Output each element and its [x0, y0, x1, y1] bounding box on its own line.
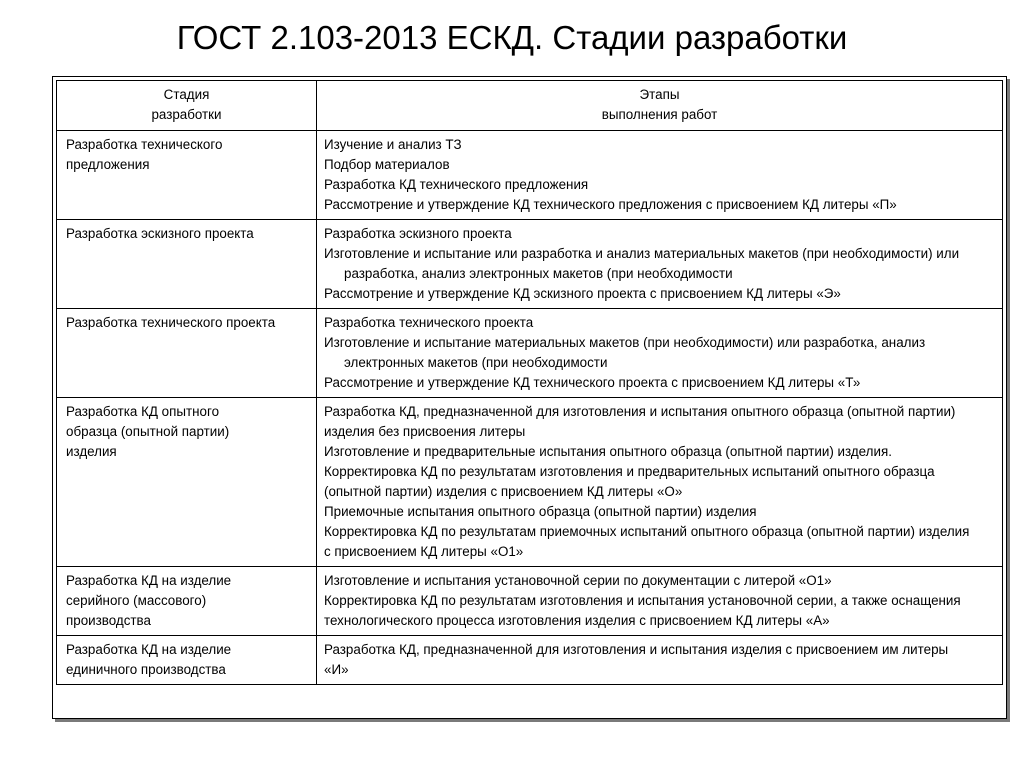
table-row [57, 567, 1003, 636]
step-item: Разработка эскизного проекта [324, 226, 512, 241]
step-item: Рассмотрение и утверждение КД эскизного проекта с присвоением КД литеры «Э» [324, 286, 841, 301]
step-item: Рассмотрение и утверждение КД технического предложения с присвоением КД литеры «П» [324, 197, 897, 212]
header-stage-line1: Стадия [163, 87, 210, 102]
step-item: Разработка КД технического предложения [324, 177, 589, 192]
stage-cell: Разработка технического предложения [57, 131, 317, 220]
steps-cell [317, 220, 1003, 309]
step-item: Разработка технического проекта [324, 315, 534, 330]
step-item: Корректировка КД по результатам изготовления и предварительных испытаний опытного образца (опытной партии) изделия с присвоением КД литеры «О» [324, 464, 935, 499]
steps-cell [317, 567, 1003, 636]
steps-cell [317, 636, 1003, 685]
step-item: Корректировка КД по результатам изготовления и испытания установочной серии, а также оснащения технологического процесса изготовления изделия с присвоением КД литеры «А» [324, 593, 961, 628]
table-row [57, 398, 1003, 567]
stages-table [56, 80, 1003, 685]
step-item: Разработка КД, предназначенной для изготовления и испытания опытного образца (опытной партии) изделия без присвоения литеры [324, 404, 956, 439]
stage-cell: Разработка КД на изделие серийного (массового) производства [57, 567, 317, 636]
table-row [57, 636, 1003, 685]
steps-cell [317, 131, 1003, 220]
table-row [57, 131, 1003, 220]
header-stage-line2: разработки [151, 107, 222, 122]
stage-cell: Разработка эскизного проекта [57, 220, 317, 309]
stages-table-frame [52, 76, 1007, 719]
step-item: Рассмотрение и утверждение КД технического проекта с присвоением КД литеры «Т» [324, 375, 861, 390]
step-item: Разработка КД, предназначенной для изготовления и испытания изделия с присвоением им литеры «И» [324, 642, 949, 677]
header-steps-line2: выполнения работ [601, 107, 718, 122]
header-stage [57, 81, 317, 131]
stage-cell: Разработка технического проекта [57, 309, 317, 398]
header-steps-line1: Этапы [639, 87, 680, 102]
stage-cell: Разработка КД опытного образца (опытной партии) изделия [57, 398, 317, 567]
stage-cell: Разработка КД на изделие единичного производства [57, 636, 317, 685]
table-row [57, 309, 1003, 398]
step-item: Корректировка КД по результатам приемочных испытаний опытного образца (опытной партии) изделия с присвоением КД литеры «О1» [324, 524, 970, 559]
page-title: ГОСТ 2.103-2013 ЕСКД. Стадии разработки [176, 19, 848, 56]
header-steps [317, 81, 1003, 131]
step-item: Изготовление и испытание материальных макетов (при необходимости) или разработка, анализ электронных макетов (при необходимости [324, 335, 926, 370]
step-item: Изготовление и испытания установочной серии по документации с литерой «О1» [324, 573, 832, 588]
table-row [57, 220, 1003, 309]
step-item: Изучение и анализ ТЗ [324, 137, 462, 152]
step-item: Приемочные испытания опытного образца (опытной партии) изделия [324, 504, 757, 519]
step-item: Подбор материалов [324, 157, 450, 172]
steps-cell [317, 398, 1003, 567]
step-item: Изготовление и испытание или разработка и анализ материальных макетов (при необходимости) или разработка, анализ электронных макетов (при необходимости [324, 246, 960, 281]
table-header-row [57, 81, 1003, 131]
step-item: Изготовление и предварительные испытания опытного образца (опытной партии) изделия. [324, 444, 892, 459]
steps-cell [317, 309, 1003, 398]
